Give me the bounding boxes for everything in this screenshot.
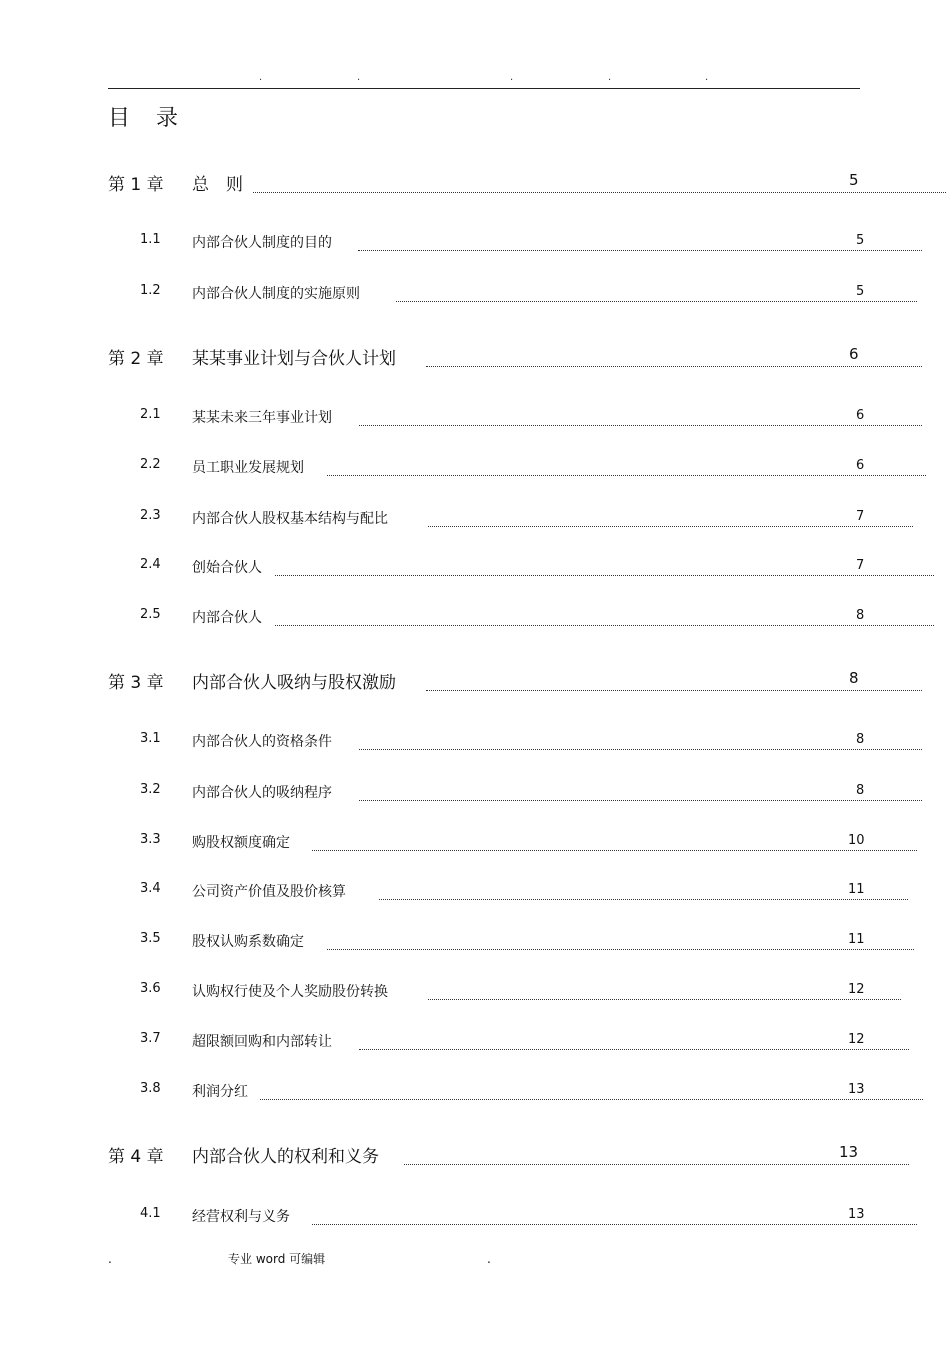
toc-dot-leader — [426, 366, 922, 367]
toc-section-row — [140, 931, 946, 953]
toc-number: 3.3 — [140, 832, 161, 847]
footer-text: 专业 word 可编辑 — [228, 1252, 326, 1266]
toc-number: 4.1 — [140, 1206, 161, 1221]
toc-number: 2.3 — [140, 508, 161, 523]
toc-label: 经营权利与义务 — [192, 1209, 290, 1225]
toc-section-row — [140, 283, 946, 305]
toc-dot-leader — [253, 192, 946, 193]
toc-label: 认购权行使及个人奖励股份转换 — [192, 984, 388, 1000]
toc-number: 3.4 — [140, 881, 161, 896]
toc-dot-leader — [327, 475, 926, 476]
header-dot: . — [705, 72, 709, 83]
toc-section-row — [140, 232, 946, 254]
toc-dot-leader — [359, 1049, 909, 1050]
toc-page-number: 5 — [856, 284, 865, 299]
toc-page-number: 8 — [849, 669, 859, 687]
toc-title: 目 录 — [108, 106, 181, 131]
toc-dot-leader — [312, 1224, 917, 1225]
toc-number: 3.8 — [140, 1081, 161, 1096]
toc-page-number: 11 — [848, 882, 865, 897]
toc-page-number: 6 — [856, 458, 865, 473]
toc-page-number: 10 — [848, 833, 865, 848]
toc-page-number: 13 — [839, 1143, 859, 1161]
toc-label: 内部合伙人制度的实施原则 — [192, 286, 360, 302]
toc-dot-leader — [428, 526, 913, 527]
toc-dot-leader — [428, 999, 901, 1000]
toc-dot-leader — [358, 250, 922, 251]
toc-label: 内部合伙人 — [192, 610, 262, 626]
toc-section-row — [140, 881, 946, 903]
toc-number: 3.2 — [140, 782, 161, 797]
toc-section-row — [140, 981, 946, 1003]
toc-section-row — [140, 407, 946, 429]
footer-left-dot: . — [108, 1252, 112, 1266]
toc-page-number: 7 — [856, 558, 865, 573]
toc-label: 内部合伙人股权基本结构与配比 — [192, 511, 388, 527]
toc-dot-leader — [312, 850, 917, 851]
toc-label: 内部合伙人的权利和义务 — [192, 1147, 379, 1167]
toc-chapter-row — [108, 170, 946, 196]
toc-dot-leader — [275, 625, 934, 626]
toc-section-row — [140, 607, 946, 629]
toc-section-row — [140, 1031, 946, 1053]
toc-number: 3.1 — [140, 731, 161, 746]
toc-label: 员工职业发展规划 — [192, 460, 304, 476]
toc-dot-leader — [404, 1164, 909, 1165]
toc-dot-leader — [379, 899, 908, 900]
toc-dot-leader — [327, 949, 914, 950]
toc-dot-leader — [275, 575, 934, 576]
footer-right-dot: . — [487, 1252, 491, 1266]
toc-label: 内部合伙人制度的目的 — [192, 235, 332, 251]
toc-chapter-row — [108, 344, 946, 370]
toc-label: 创始合伙人 — [192, 560, 262, 576]
toc-section-row — [140, 782, 946, 804]
toc-page-number: 5 — [849, 171, 859, 189]
header-dot: . — [510, 72, 514, 83]
toc-page-number: 13 — [848, 1207, 865, 1222]
toc-page-number: 8 — [856, 732, 865, 747]
toc-number: 3.7 — [140, 1031, 161, 1046]
toc-page-number: 11 — [848, 932, 865, 947]
toc-dot-leader — [396, 301, 917, 302]
toc-number: 第 2 章 — [108, 349, 164, 369]
toc-number: 2.1 — [140, 407, 161, 422]
toc-page-number: 7 — [856, 509, 865, 524]
toc-dot-leader — [359, 425, 922, 426]
toc-label: 内部合伙人的吸纳程序 — [192, 785, 332, 801]
toc-number: 1.2 — [140, 283, 161, 298]
toc-chapter-row — [108, 1142, 946, 1168]
toc-number: 2.2 — [140, 457, 161, 472]
toc-label: 公司资产价值及股价核算 — [192, 884, 346, 900]
toc-label: 购股权额度确定 — [192, 835, 290, 851]
toc-number: 第 4 章 — [108, 1147, 164, 1167]
toc-label: 总 则 — [192, 175, 243, 195]
toc-page-number: 8 — [856, 608, 865, 623]
header-dot: . — [357, 72, 361, 83]
toc-page-number: 5 — [856, 233, 865, 248]
toc-page-number: 6 — [849, 345, 859, 363]
toc-label: 股权认购系数确定 — [192, 934, 304, 950]
toc-dot-leader — [359, 800, 922, 801]
toc-label: 超限额回购和内部转让 — [192, 1034, 332, 1050]
toc-number: 3.6 — [140, 981, 161, 996]
toc-section-row — [140, 557, 946, 579]
toc-label: 某某事业计划与合伙人计划 — [192, 349, 396, 369]
toc-page-number: 6 — [856, 408, 865, 423]
toc-page-number: 8 — [856, 783, 865, 798]
toc-section-row — [140, 508, 946, 530]
header-dot: . — [608, 72, 612, 83]
toc-page-number: 12 — [848, 1032, 865, 1047]
toc-section-row — [140, 1206, 946, 1228]
toc-label: 某某未来三年事业计划 — [192, 410, 332, 426]
toc-label: 内部合伙人的资格条件 — [192, 734, 332, 750]
toc-page-number: 12 — [848, 982, 865, 997]
toc-section-row — [140, 1081, 946, 1103]
toc-number: 3.5 — [140, 931, 161, 946]
toc-dot-leader — [260, 1099, 923, 1100]
toc-number: 1.1 — [140, 232, 161, 247]
toc-dot-leader — [359, 749, 922, 750]
toc-number: 第 3 章 — [108, 673, 164, 693]
toc-page-number: 13 — [848, 1082, 865, 1097]
toc-label: 利润分红 — [192, 1084, 248, 1100]
toc-section-row — [140, 832, 946, 854]
toc-chapter-row — [108, 668, 946, 694]
toc-section-row — [140, 731, 946, 753]
header-dot: . — [259, 72, 263, 83]
toc-section-row — [140, 457, 946, 479]
toc-number: 2.4 — [140, 557, 161, 572]
toc-label: 内部合伙人吸纳与股权激励 — [192, 673, 396, 693]
toc-number: 第 1 章 — [108, 175, 164, 195]
toc-number: 2.5 — [140, 607, 161, 622]
toc-dot-leader — [426, 690, 922, 691]
header-rule — [108, 88, 860, 89]
